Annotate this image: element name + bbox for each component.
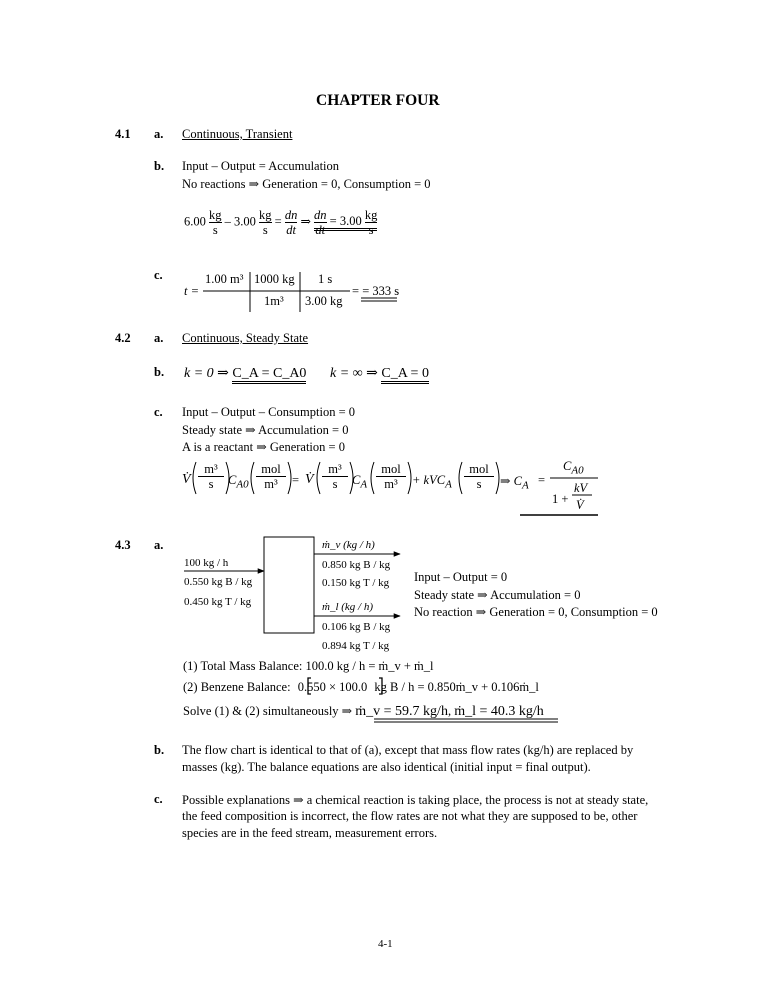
answer-4-1-a: Continuous, Transient	[182, 127, 293, 141]
eq-vdot-1: V̇	[182, 472, 191, 487]
eq-paren-group-5: $\frac{\text{mol}}{s}$	[464, 462, 494, 491]
answer-4-3-c-line2: the feed composition is incorrect, the flow rates are not what they are supposed to be, other	[182, 809, 638, 823]
coef-3: – 3.00	[224, 214, 256, 229]
boxed-result-k-zero: C_A = C_A0	[232, 366, 306, 384]
eq-rhs-numerator: $C_{A0}$	[563, 459, 584, 477]
t-equals: t =	[184, 284, 200, 298]
result-4-1-c: = = 333 s	[352, 284, 400, 298]
total-mass-balance: (1) Total Mass Balance: 100.0 kg / h = ṁ_v + ṁ_l	[183, 659, 434, 673]
page-number: 4-1	[378, 938, 393, 950]
eq-paren-group-1: $\frac{\text{m³}}{s}$	[198, 462, 224, 491]
k-infinity-case: k = ∞ ⇒ C_A = 0	[330, 365, 429, 382]
boxed-result-4-1-b: $\frac{dn}{dt}$ = 3.00 $\frac{kg}{s}$	[314, 208, 378, 237]
side-steady-state: Steady state ⇒ Accumulation = 0	[414, 588, 581, 602]
eq-ca0: $C_{A0}$	[228, 473, 249, 491]
paren-open-4	[371, 462, 374, 494]
side-no-reaction: No reaction ⇒ Generation = 0, Consumption = 0	[414, 605, 658, 619]
feed-rate: 100 kg / h	[184, 557, 229, 569]
eq-implies-ca: ⇒ $C_A$	[500, 474, 529, 492]
answer-4-3-c-line3: species are in the feed stream, measurement errors.	[182, 826, 438, 840]
part-label-b: b.	[154, 365, 165, 379]
reaction-statement: No reactions ⇒ Generation = 0, Consumption = 0	[182, 177, 431, 191]
page-title: CHAPTER FOUR	[316, 92, 440, 109]
eq-equals-2: =	[538, 473, 546, 487]
eq-kvca: + kVC$_A$	[412, 473, 452, 491]
problem-number-4-2: 4.2	[115, 331, 131, 345]
dn-dt: $\frac{dn}{dt}$	[284, 208, 298, 237]
answer-4-3-b-line1: The flow chart is identical to that of (a), except that mass flow rates (kg/h) are replaced by	[182, 743, 634, 757]
vapor-benzene: 0.850 kg B / kg	[322, 559, 391, 571]
paren-close-1	[226, 462, 229, 494]
unit-kg-s-2: $\frac{kg}{s}$	[259, 208, 272, 237]
feed-benzene: 0.550 kg B / kg	[184, 576, 253, 588]
result-ml: ṁ_l = 40.3 kg/h	[454, 704, 544, 719]
paren-close-5	[496, 462, 499, 494]
feed-toluene: 0.450 kg T / kg	[184, 596, 252, 608]
problem-number-4-1: 4.1	[115, 127, 131, 141]
steady-state-statement: Steady state ⇒ Accumulation = 0	[182, 423, 349, 437]
part-label-c: c.	[154, 792, 163, 806]
balance-statement: Input – Output = Accumulation	[182, 159, 340, 173]
eq-ca: $C_A$	[352, 473, 368, 491]
eq-paren-group-4: $\frac{\text{mol}}{\text{m³}}$	[376, 462, 406, 491]
eq-equals: =	[292, 473, 300, 487]
part-label-a: a.	[154, 331, 164, 345]
liquid-toluene: 0.894 kg T / kg	[322, 640, 390, 652]
paren-open-2	[251, 462, 254, 494]
answer-4-2-a: Continuous, Steady State	[182, 331, 309, 345]
eq-paren-group-2: $\frac{\text{mol}}{\text{m³}}$	[256, 462, 286, 491]
vapor-rate: ṁ_v (kg / h)	[322, 539, 375, 551]
liquid-rate: ṁ_l (kg / h)	[322, 601, 374, 613]
part-label-a: a.	[154, 538, 164, 552]
boxed-result-k-infinity: C_A = 0	[381, 366, 429, 384]
result-mv: ṁ_v = 59.7 kg/h	[355, 704, 448, 719]
eq-rhs-den-kv: kV	[574, 481, 588, 495]
eq-rhs-den-vdot: V̇	[576, 498, 584, 512]
paren-open-3	[317, 462, 320, 494]
conv-numerator-volume: 1.00 m³	[205, 272, 244, 286]
paren-close-3	[350, 462, 353, 494]
equation-4-1-b: 6.00 $\frac{kg}{s}$ – 3.00 $\frac{kg}{s}$ = $\frac{dn}{dt}$ ⇒ $\frac{dn}{dt}$ = 3.00 $\frac{kg}{s}$	[184, 208, 378, 237]
side-balance: Input – Output = 0	[414, 570, 508, 584]
part-label-a: a.	[154, 127, 164, 141]
eq-vdot-2: V̇	[305, 472, 314, 487]
part-label-b: b.	[154, 159, 165, 173]
unit-kg-s: $\frac{kg}{s}$	[209, 208, 222, 237]
solve-line: Solve (1) & (2) simultaneously ⇒ ṁ_v = 59.7 kg/h, ṁ_l = 40.3 kg/h	[183, 704, 544, 719]
paren-open-5	[459, 462, 462, 494]
paren-open-1	[193, 462, 196, 494]
liquid-benzene: 0.106 kg B / kg	[322, 621, 391, 633]
part-label-c: c.	[154, 268, 163, 282]
benzene-balance: (2) Benzene Balance: 0.550 × 100.0 kg B / h = 0.850ṁ_v + 0.106ṁ_l	[183, 680, 539, 694]
reactant-statement: A is a reactant ⇒ Generation = 0	[182, 440, 345, 454]
part-label-c: c.	[154, 405, 163, 419]
answer-4-3-b-line2: masses (kg). The balance equations are also identical (initial input = final output).	[182, 760, 591, 774]
conv-numerator-time: 1 s	[318, 272, 333, 286]
conv-denominator-volume: 1m³	[264, 294, 284, 308]
eq-rhs-den-one: 1 +	[552, 492, 569, 506]
k-zero-case: k = 0 ⇒ C_A = C_A0	[184, 365, 306, 382]
problem-number-4-3: 4.3	[115, 538, 131, 552]
eq-paren-group-3: $\frac{\text{m³}}{s}$	[322, 462, 348, 491]
paren-close-2	[288, 462, 291, 494]
conv-numerator-mass: 1000 kg	[254, 272, 295, 286]
answer-4-3-c-line1: Possible explanations ⇒ a chemical reaction is taking place, the process is not at steady state,	[182, 793, 649, 807]
separator-unit	[264, 537, 314, 633]
balance-statement: Input – Output – Consumption = 0	[182, 405, 356, 419]
conv-denominator-mass: 3.00 kg	[305, 294, 343, 308]
coef-6: 6.00	[184, 214, 206, 229]
paren-close-4	[408, 462, 411, 494]
part-label-b: b.	[154, 743, 165, 757]
vapor-toluene: 0.150 kg T / kg	[322, 577, 390, 589]
